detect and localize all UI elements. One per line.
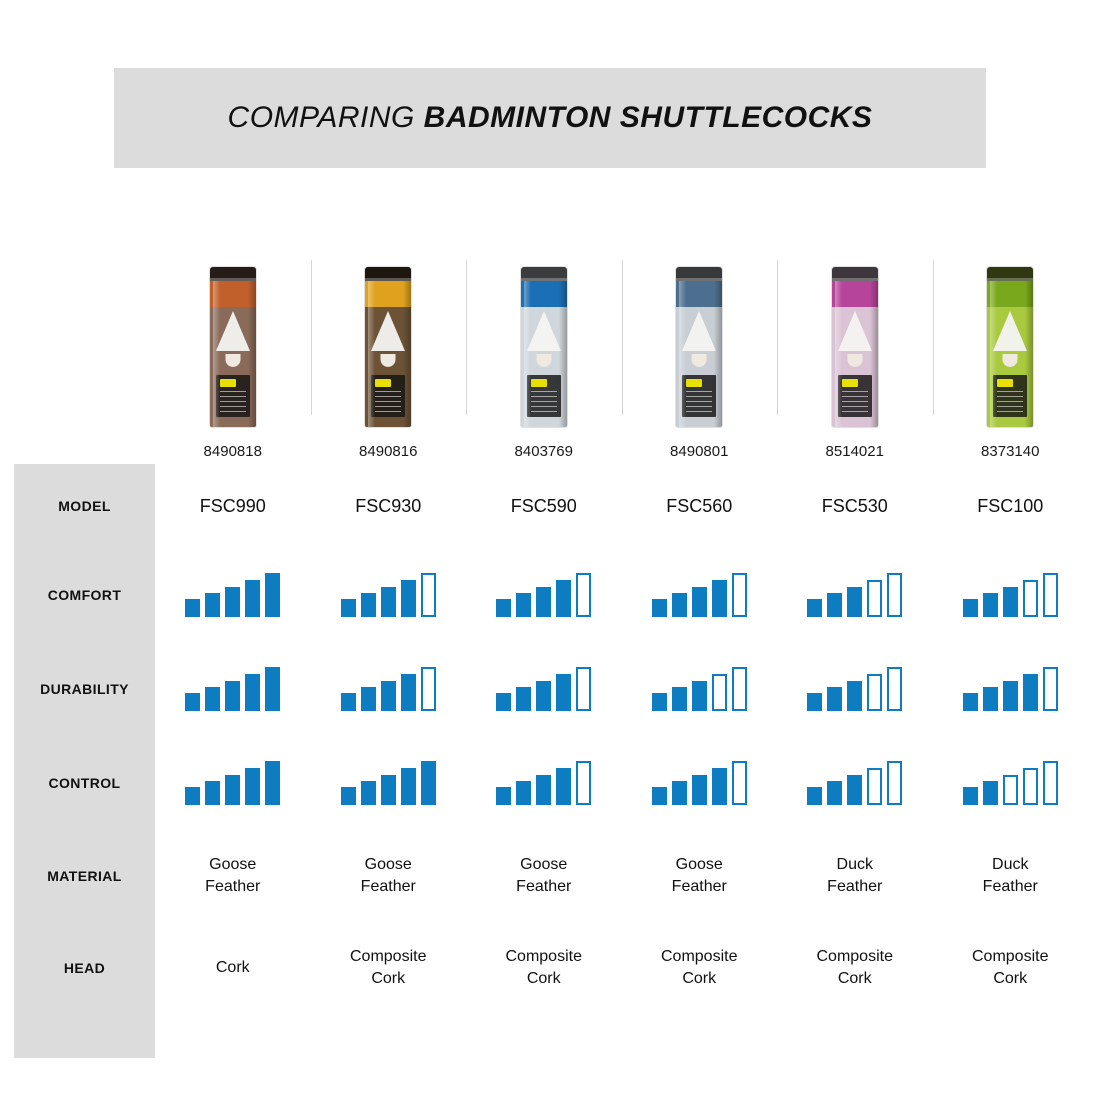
rating-segment (652, 787, 667, 805)
product-code: 8490801 (670, 443, 729, 460)
rating-segment (576, 667, 591, 711)
table-row-control (155, 736, 1088, 830)
rating-segment (341, 599, 356, 617)
rating-segment (185, 693, 200, 711)
rating-segment (401, 768, 416, 805)
rating-segment (867, 674, 882, 711)
rating-segment (341, 693, 356, 711)
cell-model: FSC990 (199, 495, 266, 516)
rating-segment (807, 693, 822, 711)
rating-cell-control (466, 736, 622, 830)
rating-segment (652, 693, 667, 711)
cell-model: FSC100 (977, 495, 1044, 516)
rating-segment (361, 781, 376, 805)
rating-segment (1043, 667, 1058, 711)
rating-cell-durability (933, 642, 1089, 736)
table-row-head (155, 922, 1088, 1014)
rating-segment (1003, 681, 1018, 711)
rating-segment (381, 681, 396, 711)
rating-segment (807, 787, 822, 805)
rating-segment (361, 687, 376, 711)
rating-segment (556, 580, 571, 617)
rating-segment (963, 693, 978, 711)
table-row-material (155, 830, 1088, 922)
rating-segment (1003, 775, 1018, 805)
cell-head: Composite Cork (816, 948, 893, 987)
shuttlecock-tube-icon (987, 267, 1033, 427)
row-label-durability: DURABILITY (40, 681, 129, 697)
table-row-model (155, 464, 1088, 548)
shuttlecock-tube-icon (210, 267, 256, 427)
product-cell (466, 252, 622, 460)
cell-model: FSC930 (355, 495, 422, 516)
product-cell (933, 252, 1089, 460)
rating-segment (205, 593, 220, 617)
rating-segment (536, 587, 551, 617)
rating-cell-comfort (622, 548, 778, 642)
row-label-model: MODEL (58, 498, 111, 514)
rating-segment (1003, 587, 1018, 617)
cell-material: Goose Feather (516, 856, 572, 895)
cell-material: Goose Feather (205, 856, 261, 895)
rating-segment (963, 599, 978, 617)
cell-head: Composite Cork (972, 948, 1049, 987)
cell-head: Composite Cork (350, 948, 427, 987)
rating-segment (732, 573, 747, 617)
table-row-durability (155, 642, 1088, 736)
rating-segment (245, 580, 260, 617)
product-cell (622, 252, 778, 460)
product-cell (777, 252, 933, 460)
rating-segment (265, 761, 280, 805)
cell-material: Duck Feather (982, 856, 1038, 895)
rating-segment (732, 667, 747, 711)
cell-material: Duck Feather (827, 856, 883, 895)
table-row-comfort (155, 548, 1088, 642)
rating-segment (983, 781, 998, 805)
rating-segment (265, 573, 280, 617)
rating-cell-durability (622, 642, 778, 736)
rating-segment (536, 775, 551, 805)
shuttlecock-tube-icon (365, 267, 411, 427)
rating-segment (516, 593, 531, 617)
shuttlecock-tube-icon (832, 267, 878, 427)
rating-segment (245, 674, 260, 711)
rating-segment (536, 681, 551, 711)
rating-cell-control (777, 736, 933, 830)
product-image-row (155, 252, 1088, 460)
shuttlecock-tube-icon (676, 267, 722, 427)
rating-segment (245, 768, 260, 805)
rating-segment (361, 593, 376, 617)
rating-segment (692, 587, 707, 617)
cell-head: Cork (215, 959, 250, 977)
rating-segment (225, 587, 240, 617)
rating-segment (381, 775, 396, 805)
rating-cell-comfort (777, 548, 933, 642)
rating-cell-control (311, 736, 467, 830)
rating-cell-control (933, 736, 1089, 830)
rating-segment (556, 768, 571, 805)
rating-segment (712, 768, 727, 805)
rating-cell-durability (466, 642, 622, 736)
rating-segment (185, 599, 200, 617)
rating-segment (983, 593, 998, 617)
rating-segment (963, 787, 978, 805)
table-grid (155, 464, 1088, 1058)
row-label-comfort: COMFORT (47, 587, 122, 603)
rating-segment (827, 781, 842, 805)
rating-cell-durability (155, 642, 311, 736)
cell-model: FSC530 (821, 495, 888, 516)
rating-segment (652, 599, 667, 617)
rating-segment (827, 687, 842, 711)
cell-material: Goose Feather (360, 856, 416, 895)
rating-segment (401, 674, 416, 711)
rating-cell-comfort (311, 548, 467, 642)
product-code: 8373140 (981, 443, 1040, 460)
shuttlecock-tube-icon (521, 267, 567, 427)
cell-head: Composite Cork (661, 948, 738, 987)
rating-segment (847, 775, 862, 805)
cell-head: Composite Cork (505, 948, 582, 987)
rating-segment (516, 781, 531, 805)
page-title-light: COMPARING (227, 101, 424, 134)
product-cell (311, 252, 467, 460)
rating-segment (421, 761, 436, 805)
rating-segment (827, 593, 842, 617)
rating-segment (1023, 674, 1038, 711)
cell-material: Goose Feather (671, 856, 727, 895)
rating-segment (1043, 573, 1058, 617)
rating-cell-durability (777, 642, 933, 736)
rating-segment (732, 761, 747, 805)
rating-segment (887, 573, 902, 617)
cell-model: FSC560 (666, 495, 733, 516)
page-title-bold: BADMINTON SHUTTLECOCKS (423, 101, 873, 134)
rating-segment (556, 674, 571, 711)
rating-segment (516, 687, 531, 711)
comparison-table (14, 464, 1088, 1058)
product-code: 8490818 (203, 443, 262, 460)
rating-segment (265, 667, 280, 711)
row-label-material: MATERIAL (47, 868, 122, 884)
rating-cell-comfort (155, 548, 311, 642)
rating-segment (496, 693, 511, 711)
rating-segment (225, 681, 240, 711)
row-label-head: HEAD (63, 960, 106, 976)
rating-segment (1043, 761, 1058, 805)
rating-segment (887, 761, 902, 805)
rating-cell-comfort (933, 548, 1089, 642)
rating-segment (576, 573, 591, 617)
rating-segment (185, 787, 200, 805)
rating-segment (807, 599, 822, 617)
page-title-banner (114, 68, 986, 168)
rating-segment (496, 787, 511, 805)
rating-segment (421, 667, 436, 711)
rating-segment (692, 775, 707, 805)
rating-segment (983, 687, 998, 711)
rating-segment (341, 787, 356, 805)
rating-segment (421, 573, 436, 617)
product-code: 8514021 (825, 443, 884, 460)
product-cell (155, 252, 311, 460)
rating-segment (225, 775, 240, 805)
rating-segment (867, 768, 882, 805)
cell-model: FSC590 (510, 495, 577, 516)
row-label-control: CONTROL (48, 775, 121, 791)
rating-cell-control (622, 736, 778, 830)
rating-segment (1023, 768, 1038, 805)
product-code: 8403769 (514, 443, 573, 460)
rating-segment (847, 587, 862, 617)
rating-segment (401, 580, 416, 617)
rating-cell-control (155, 736, 311, 830)
rating-segment (692, 681, 707, 711)
rating-segment (205, 687, 220, 711)
rating-cell-comfort (466, 548, 622, 642)
rating-segment (381, 587, 396, 617)
product-code: 8490816 (359, 443, 418, 460)
rating-segment (847, 681, 862, 711)
rating-segment (887, 667, 902, 711)
rating-segment (672, 781, 687, 805)
rating-segment (712, 580, 727, 617)
rating-segment (205, 781, 220, 805)
rating-segment (672, 687, 687, 711)
rating-segment (496, 599, 511, 617)
rating-segment (1023, 580, 1038, 617)
rating-segment (712, 674, 727, 711)
rating-segment (576, 761, 591, 805)
rating-segment (867, 580, 882, 617)
page-title (228, 101, 873, 135)
rating-segment (672, 593, 687, 617)
rating-cell-durability (311, 642, 467, 736)
